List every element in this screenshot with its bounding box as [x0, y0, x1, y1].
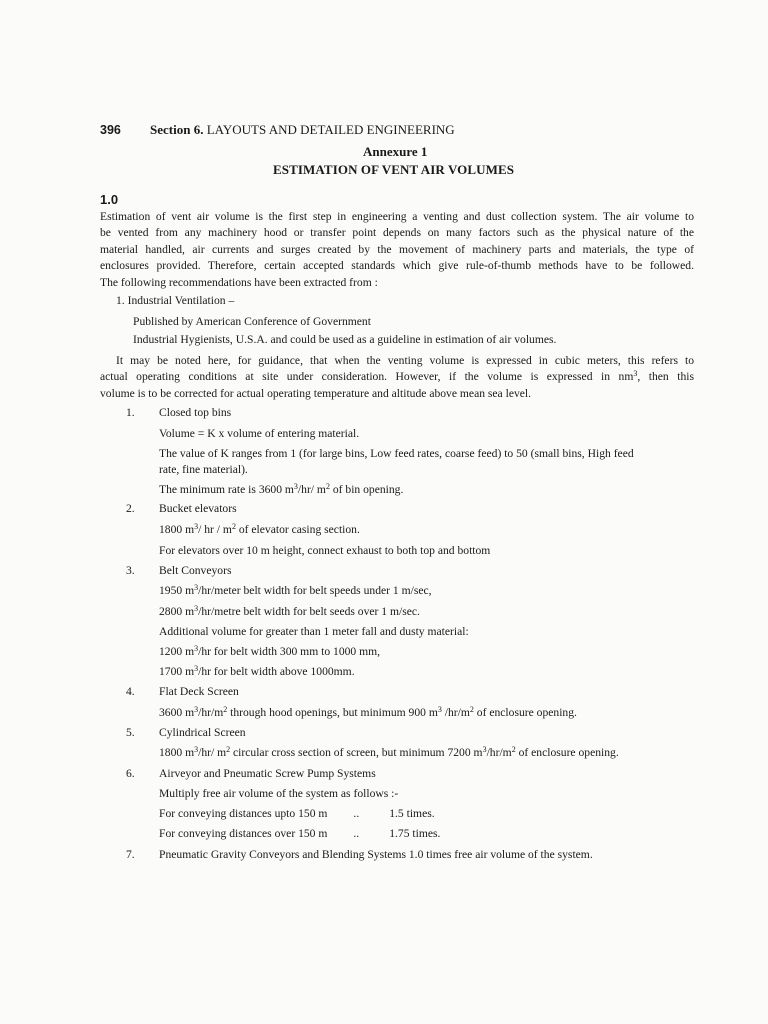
annexure-heading: Annexure 1 — [363, 144, 428, 159]
item-text: 2800 m — [159, 605, 195, 618]
superscript: 2 — [325, 482, 330, 491]
item-line — [159, 806, 435, 822]
item-title: Closed top bins — [159, 406, 232, 419]
item-number: 5. — [126, 726, 135, 739]
item-text: /hr/metre belt width for belt seeds over 1 m/sec. — [198, 605, 420, 618]
superscript: 3 — [194, 745, 199, 754]
item-text: of enclosure opening. — [473, 706, 577, 719]
item-number: 6. — [126, 767, 135, 780]
intro-line: The following recommendations have been extracted from : — [100, 275, 378, 289]
item-text: 1800 m — [159, 523, 195, 536]
superscript: 2 — [469, 705, 474, 714]
item-text: 1800 m — [159, 746, 195, 759]
intro-line: be vented from any machinery hood or transfer point depends on many factors such as the physical nature of the — [100, 226, 694, 240]
item-text: 1.75 times. — [389, 827, 441, 840]
item-line — [159, 604, 420, 620]
item-text: through hood openings, but minimum 900 m — [227, 706, 438, 719]
item-number: 2. — [126, 502, 135, 515]
note-line — [100, 369, 694, 385]
superscript: 3 — [482, 745, 487, 754]
item-text: / hr / m — [198, 523, 232, 536]
superscript: 3 — [194, 664, 199, 673]
item-line — [159, 745, 619, 761]
superscript: 3 — [194, 604, 199, 613]
intro-line: Estimation of vent air volume is the first step in engineering a venting and dust collection system. The air volume to — [100, 210, 694, 223]
document-title: ESTIMATION OF VENT AIR VOLUMES — [273, 162, 515, 177]
item-line — [159, 522, 360, 538]
item-number: 4. — [126, 685, 135, 698]
item-text: /hr/m — [486, 746, 512, 759]
superscript: 3 — [194, 522, 199, 531]
item-text: of bin opening. — [329, 483, 404, 496]
item-line: rate, fine material). — [159, 463, 248, 476]
superscript: 3 — [293, 482, 298, 491]
item-title: Pneumatic Gravity Conveyors and Blending Systems 1.0 times free air volume of the system. — [159, 848, 593, 861]
item-text: of elevator casing section. — [235, 523, 360, 536]
note-line: It may be noted here, for guidance, that when the venting volume is expressed in cubic meters, this refers to — [116, 354, 694, 367]
note-line: volume is to be corrected for actual operating temperature and altitude above mean sea level. — [100, 386, 532, 400]
item-line — [159, 482, 403, 498]
source-description: Industrial Hygienists, U.S.A. and could be used as a guideline in estimation of air volumes. — [133, 333, 557, 346]
item-text: /hr for belt width 300 mm to 1000 mm, — [198, 645, 381, 658]
item-text: 1200 m — [159, 645, 195, 658]
item-line: Additional volume for greater than 1 meter fall and dusty material: — [159, 625, 469, 638]
item-text: For conveying distances upto 150 m — [159, 807, 328, 820]
item-line — [159, 583, 432, 599]
item-line — [159, 664, 355, 680]
intro-line: material handled, air currents and surges created by the movement of machinery parts and materials, the type of — [100, 242, 694, 256]
item-title: Bucket elevators — [159, 502, 237, 515]
item-number: 1. — [126, 406, 135, 419]
note-text: actual operating conditions at site under consideration. However, if the volume is expressed in nm — [100, 370, 634, 384]
item-line — [159, 644, 380, 660]
superscript: 2 — [231, 522, 236, 531]
item-number: 7. — [126, 848, 135, 861]
item-text: 1950 m — [159, 584, 195, 597]
item-text: 3600 m — [159, 706, 195, 719]
item-text: /hr for belt width above 1000mm. — [198, 665, 355, 678]
item-line: Volume = K x volume of entering material. — [159, 427, 360, 440]
intro-paragraph — [100, 209, 694, 291]
running-header — [100, 121, 700, 139]
item-line — [159, 705, 577, 721]
note-text: , then this — [637, 370, 694, 384]
intro-line: enclosures provided. Therefore, certain accepted standards which give rule-of-thumb methods have to be followed. — [100, 259, 694, 273]
item-text: /hr/meter belt width for belt speeds under 1 m/sec, — [198, 584, 432, 597]
item-text: /hr/m — [441, 706, 470, 719]
item-title: Cylindrical Screen — [159, 726, 246, 739]
source-publisher: Published by American Conference of Government — [133, 315, 371, 328]
item-line — [159, 826, 440, 842]
item-text: .. — [353, 827, 360, 840]
superscript: 3 — [633, 369, 638, 379]
section-label: Section 6. — [150, 122, 204, 137]
item-text: 1.5 times. — [389, 807, 435, 820]
item-title: Flat Deck Screen — [159, 685, 239, 698]
item-text: For conveying distances over 150 m — [159, 827, 328, 840]
item-text: /hr/ m — [198, 746, 227, 759]
superscript: 2 — [511, 745, 516, 754]
item-text: /hr/ m — [297, 483, 326, 496]
item-line: For elevators over 10 m height, connect exhaust to both top and bottom — [159, 544, 491, 557]
item-text: of enclosure opening. — [515, 746, 619, 759]
item-title: Airveyor and Pneumatic Screw Pump Systems — [159, 767, 376, 780]
superscript: 3 — [194, 644, 199, 653]
superscript: 3 — [437, 705, 442, 714]
item-title: Belt Conveyors — [159, 564, 232, 577]
item-line: The value of K ranges from 1 (for large bins, Low feed rates, coarse feed) to 50 (small bins, High feed — [159, 447, 634, 460]
item-line: Multiply free air volume of the system as follows :- — [159, 787, 399, 800]
note-paragraph — [100, 353, 694, 402]
item-text: .. — [353, 807, 360, 820]
item-text: 1700 m — [159, 665, 195, 678]
item-text: /hr/m — [198, 706, 224, 719]
source-item: 1. Industrial Ventilation – — [116, 294, 235, 307]
superscript: 3 — [194, 705, 199, 714]
item-text: circular cross section of screen, but minimum 7200 m — [230, 746, 483, 759]
section-number: 1.0 — [100, 192, 119, 207]
superscript: 3 — [194, 583, 199, 592]
item-number: 3. — [126, 564, 135, 577]
superscript: 2 — [223, 705, 228, 714]
superscript: 2 — [226, 745, 231, 754]
item-text: The minimum rate is 3600 m — [159, 483, 294, 496]
page-number: 396 — [100, 123, 121, 137]
section-title: LAYOUTS AND DETAILED ENGINEERING — [206, 122, 455, 137]
